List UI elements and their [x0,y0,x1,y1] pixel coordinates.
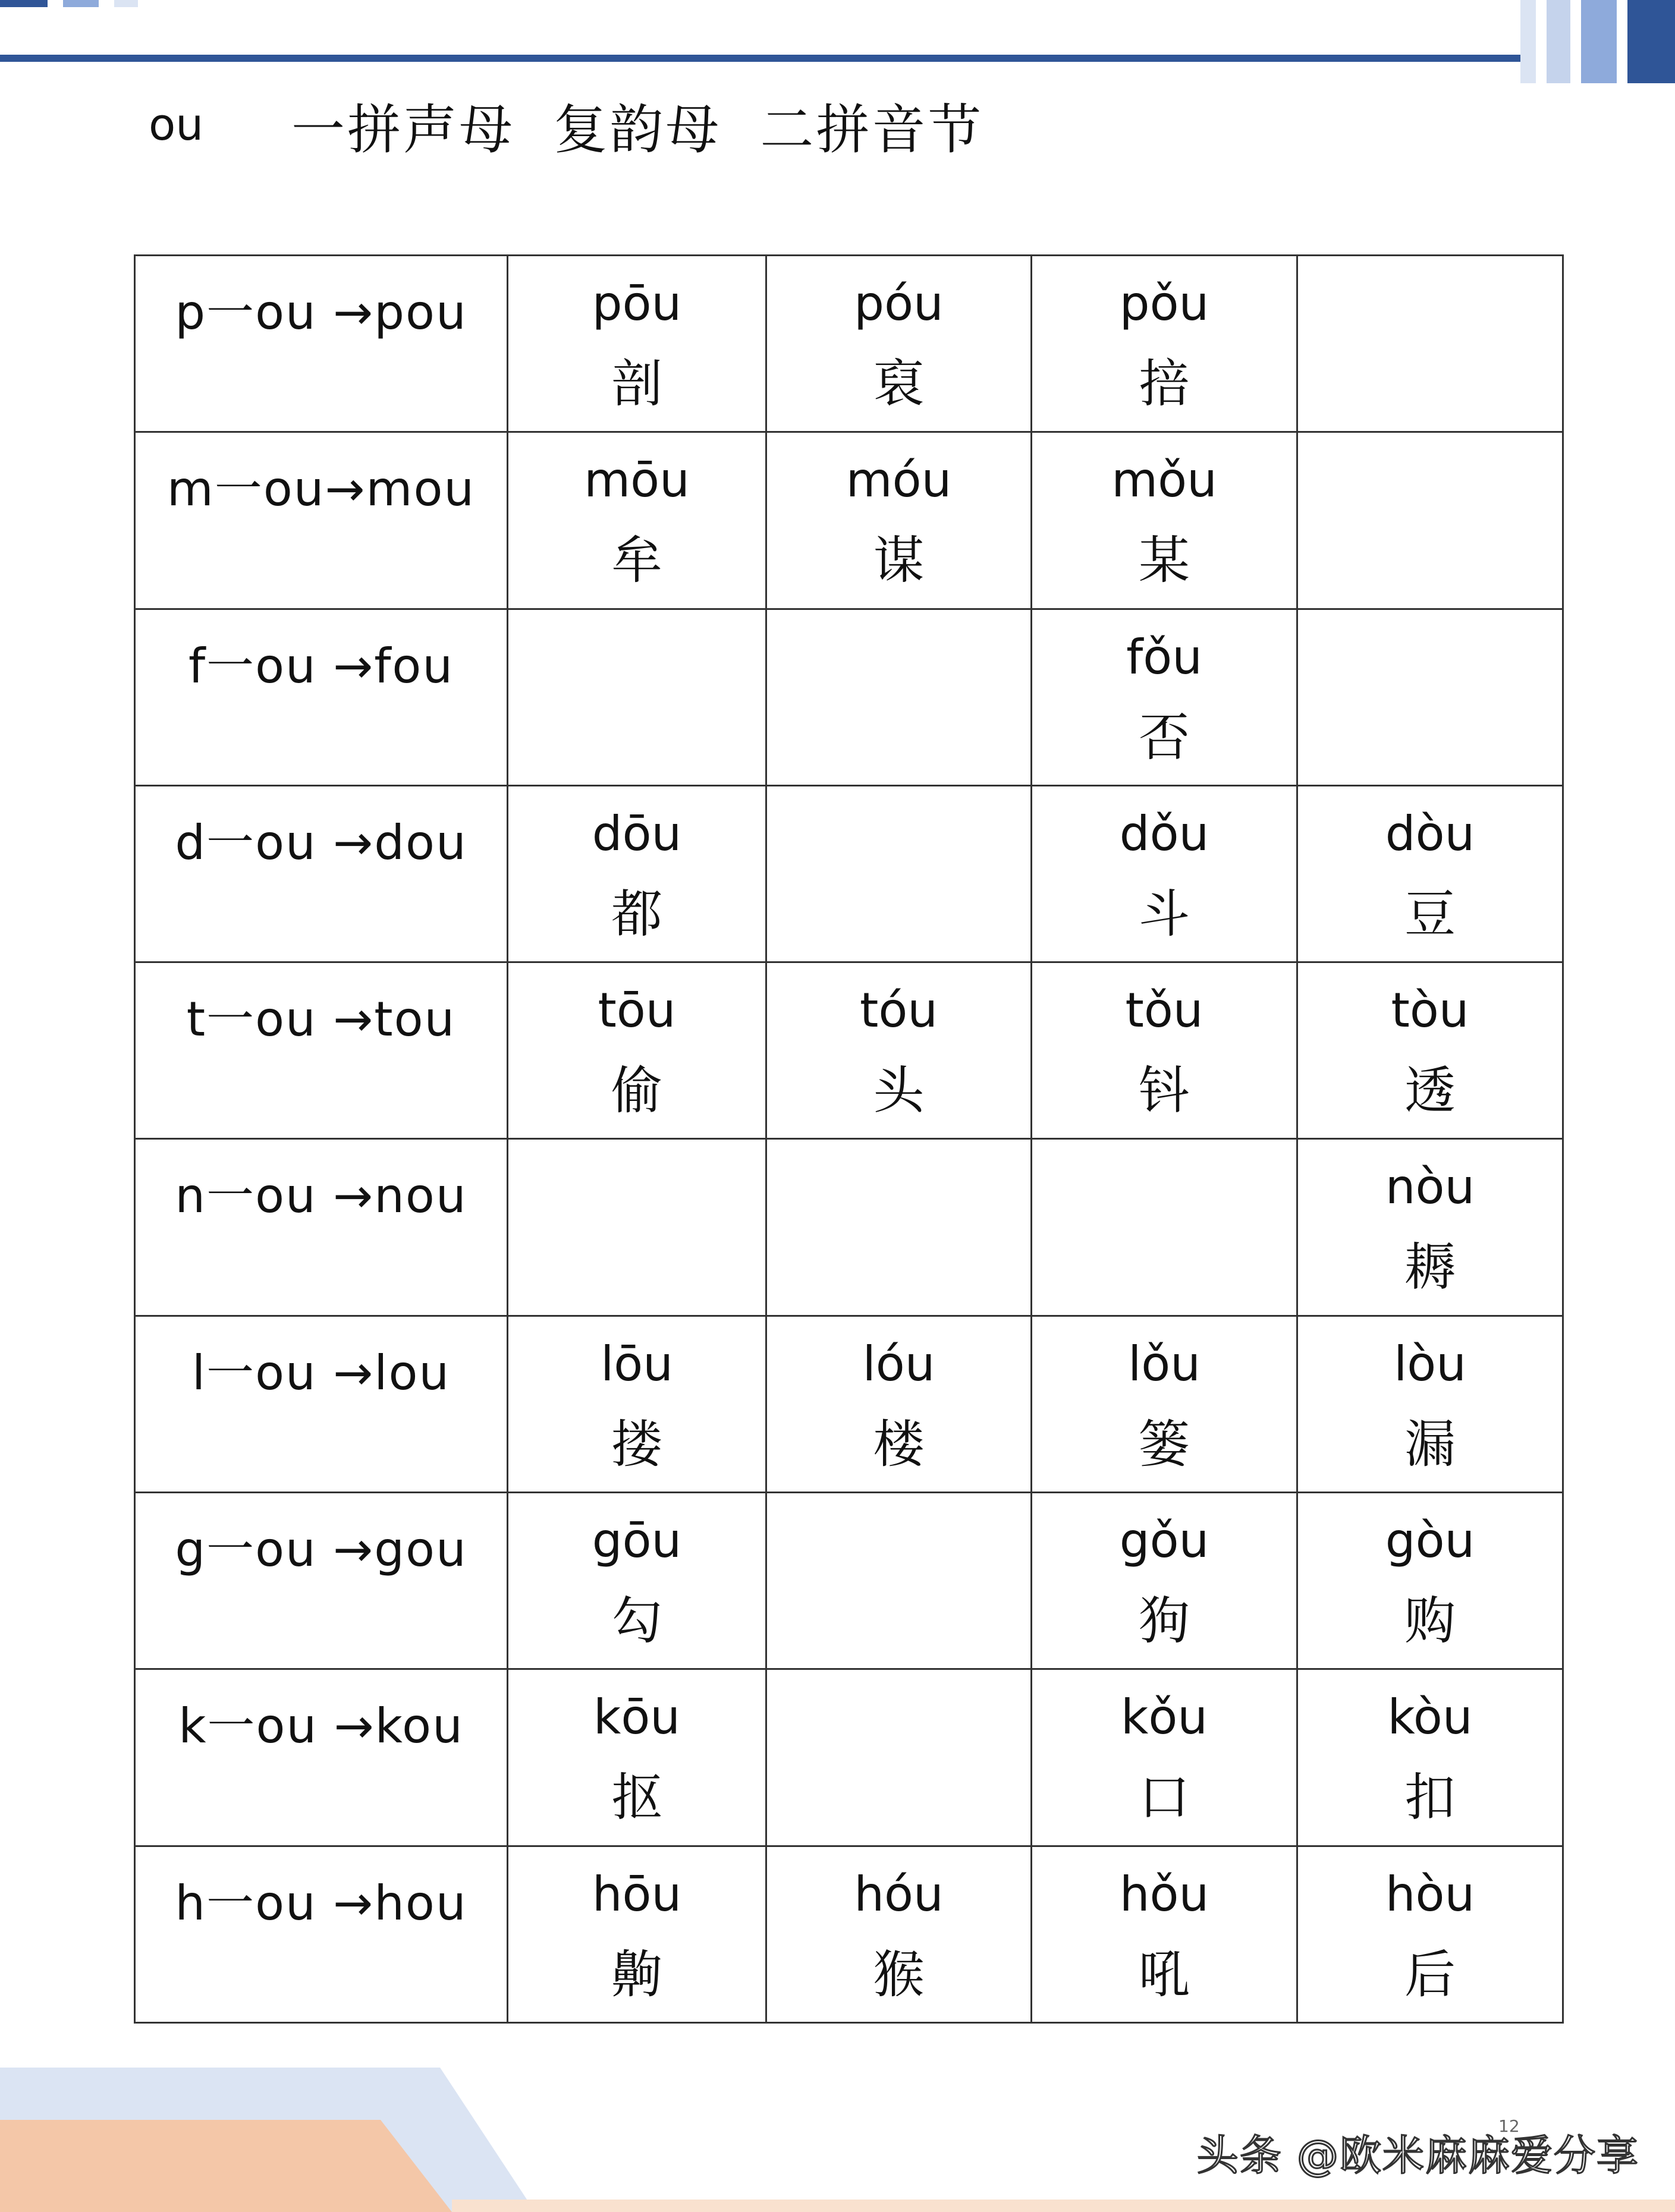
spelling-rule: n一ou →nou [175,1168,467,1224]
block-mid [1581,0,1617,83]
table-row [135,785,1563,962]
pinyin: tóu [859,983,938,1039]
spelling-rule: k一ou →kou [178,1698,464,1754]
hanzi: 狗 [1139,1591,1190,1651]
hanzi: 口 [1139,1768,1190,1828]
table-row [135,609,1563,785]
rule-cell [135,1316,508,1492]
hanzi: 篓 [1139,1414,1190,1474]
hanzi: 裒 [873,354,925,414]
syllable-cell [1032,1846,1297,2022]
table-row [135,256,1563,432]
pinyin: pǒu [1119,276,1209,331]
pinyin: lòu [1394,1336,1466,1392]
block-dark [1627,0,1675,83]
pinyin: póu [854,276,944,331]
pinyin: móu [846,452,952,508]
syllable-cell [766,1493,1032,1669]
syllable-cell [1032,1493,1297,1669]
hanzi: 剖 [611,354,662,414]
syllable-cell [1032,1316,1297,1492]
hanzi: 勾 [611,1591,662,1651]
syllable-cell [1032,609,1297,785]
header-blocks [1510,0,1675,83]
syllable-cell [1032,256,1297,432]
page-number: 12 [1498,2116,1520,2136]
syllable-cell [766,962,1032,1139]
syllable-cell [508,1316,766,1492]
pinyin: fǒu [1126,629,1202,685]
syllable-cell [766,785,1032,962]
footer-shape-orange [0,2120,452,2212]
footer-strip [452,2200,1675,2212]
pinyin: pōu [592,276,682,331]
spelling-rule: g一ou →gou [175,1522,467,1578]
pinyin: mōu [584,452,690,508]
final-code: ou [149,99,204,150]
table-row [135,1493,1563,1669]
syllable-cell [1297,1846,1563,2022]
syllable-cell [508,1669,766,1846]
syllable-cell [508,432,766,609]
syllable-cell [1297,1139,1563,1316]
hanzi: 否 [1139,707,1190,767]
pinyin: tǒu [1125,983,1203,1039]
spelling-rule: t一ou →tou [186,992,456,1047]
syllable-cell [766,256,1032,432]
syllable-cell [508,256,766,432]
top-left-marks [0,0,153,7]
pinyin: nòu [1385,1159,1475,1215]
hanzi: 齁 [611,1944,662,2005]
syllable-cell [508,609,766,785]
rule-cell [135,785,508,962]
hanzi: 斗 [1139,884,1190,944]
syllable-cell [1032,785,1297,962]
hanzi: 吼 [1139,1944,1190,2005]
table-row [135,1316,1563,1492]
hanzi: 耨 [1404,1238,1456,1298]
spelling-rule: p一ou →pou [175,285,467,340]
syllable-cell [1032,1669,1297,1846]
hanzi: 某 [1139,531,1190,591]
spelling-rule: h一ou →hou [175,1875,467,1931]
hanzi: 牟 [611,531,662,591]
rule-cell [135,1139,508,1316]
pinyin: kòu [1387,1689,1473,1745]
table-row [135,1669,1563,1846]
pinyin: hóu [854,1866,944,1922]
syllable-cell [1297,785,1563,962]
pinyin: lǒu [1128,1336,1201,1392]
hanzi: 豆 [1404,884,1456,944]
watermark: 头条 @欧米麻麻爱分享 [1196,2131,1639,2180]
hanzi: 猴 [873,1944,925,2005]
mark-dark [0,0,48,7]
title-text: 一拼声母 复韵母 二拼音节 [291,99,984,161]
table-row [135,432,1563,609]
hanzi: 后 [1404,1944,1456,2005]
page-title [149,89,983,161]
table-row [135,1139,1563,1316]
table-row [135,1846,1563,2022]
hanzi: 扣 [1404,1768,1456,1828]
hanzi: 掊 [1139,354,1190,414]
syllable-cell [508,1493,766,1669]
hanzi: 透 [1404,1061,1456,1121]
rule-cell [135,609,508,785]
pinyin: gòu [1385,1513,1475,1569]
syllable-cell [766,1316,1032,1492]
mark-mid [63,0,99,7]
table-row [135,962,1563,1139]
syllable-cell [1297,962,1563,1139]
rule-cell [135,962,508,1139]
syllable-cell [508,1139,766,1316]
header-rule [0,55,1522,62]
hanzi: 钭 [1139,1061,1190,1121]
pinyin: dōu [592,805,682,861]
pinyin: tōu [598,983,676,1039]
pinyin: mǒu [1111,452,1217,508]
rule-cell [135,432,508,609]
pinyin: hōu [592,1866,682,1922]
hanzi: 楼 [873,1414,925,1474]
pinyin: gǒu [1119,1513,1209,1569]
pinyin: kōu [593,1689,680,1745]
pinyin: hǒu [1119,1866,1209,1922]
syllable-cell [766,432,1032,609]
syllable-cell [508,962,766,1139]
table-body [135,256,1563,2023]
syllable-cell [1297,1493,1563,1669]
pinyin: dǒu [1119,805,1209,861]
block-light-2 [1547,0,1570,83]
pinyin: lóu [862,1336,935,1392]
rule-cell [135,1493,508,1669]
syllable-cell [1297,609,1563,785]
syllable-cell [766,1669,1032,1846]
syllable-cell [1032,432,1297,609]
pinyin: kǒu [1121,1689,1208,1745]
hanzi: 搂 [611,1414,662,1474]
pinyin: tòu [1391,983,1469,1039]
syllable-cell [1032,1139,1297,1316]
syllable-cell [508,785,766,962]
mark-light [114,0,138,7]
syllable-cell [1032,962,1297,1139]
pinyin: gōu [592,1513,682,1569]
syllable-cell [1297,432,1563,609]
syllable-cell [766,609,1032,785]
syllable-cell [1297,1669,1563,1846]
hanzi: 头 [873,1061,925,1121]
block-light-1 [1520,0,1536,83]
syllable-cell [766,1846,1032,2022]
hanzi: 偷 [611,1061,662,1121]
hanzi: 购 [1404,1591,1456,1651]
syllable-cell [1297,1316,1563,1492]
hanzi: 谋 [873,531,925,591]
spelling-rule: m一ou→mou [166,461,476,517]
rule-cell [135,1669,508,1846]
pinyin: hòu [1385,1866,1475,1922]
hanzi: 都 [611,884,662,944]
syllable-cell [766,1139,1032,1316]
syllable-table [134,254,1564,2024]
rule-cell [135,1846,508,2022]
hanzi: 抠 [611,1768,662,1828]
rule-cell [135,256,508,432]
pinyin: dòu [1385,805,1475,861]
pinyin: lōu [601,1336,673,1392]
spelling-rule: f一ou →fou [188,638,454,694]
spelling-rule: l一ou →lou [191,1345,451,1401]
hanzi: 漏 [1404,1414,1456,1474]
syllable-cell [508,1846,766,2022]
spelling-rule: d一ou →dou [175,814,467,870]
syllable-cell [1297,256,1563,432]
